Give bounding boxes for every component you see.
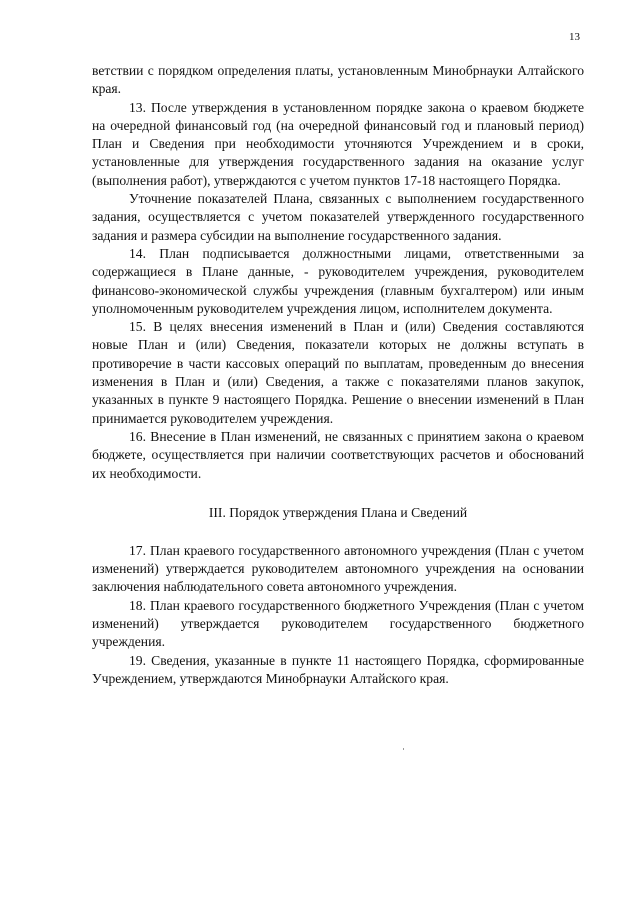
paragraph-17: 17. План краевого государственного автономного учреждения (План с учетом изменений) утверждается руководителем автономного учреждения на основании заключения наблюдательного совета автономного учреждения. <box>92 542 584 595</box>
paragraph-plan-clarification: Уточнение показателей Плана, связанных с выполнением государственного задания, осуществляется с учетом показателей утвержденного государственного задания и размера субсидии на выполнение государственного задания. <box>92 191 584 243</box>
paragraph-14: 14. План подписывается должностными лицами, ответственными за содержащиеся в Плане данные, - руководителем учреждения, руководителем финансово-экономической службы учреждения (главным бухгалтером) или иным уполномоченным руководителем учреждения лицом, исполнителем документа. <box>92 245 584 316</box>
scan-speck <box>403 748 404 750</box>
paragraph-16: 16. Внесение в План изменений, не связанных с принятием закона о краевом бюджете, осуществляется при наличии соответствующих расчетов и обоснований их необходимости. <box>92 428 584 481</box>
page-number: 13 <box>569 31 580 43</box>
paragraph-13: 13. После утверждения в установленном порядке закона о краевом бюджете на очередной финансовый год (на очередной финансовый год и плановый период) План и Сведения при необходимости уточняются Учреждением и в сроки, установленные для утверждения государственного задания на оказание услуг (выполнения работ), утверждаются с учетом пунктов 17-18 настоящего Порядка. <box>92 99 584 188</box>
paragraph-19: 19. Сведения, указанные в пункте 11 настоящего Порядка, сформированные Учреждением, утверждаются Минобрнауки Алтайского края. <box>92 652 584 686</box>
paragraph-15: 15. В целях внесения изменений в План и (или) Сведения составляются новые План и (или) Сведения, показатели которых не должны вступать в противоречие в части кассовых операций по выплатам, проведенным до внесения изменения в План и (или) Сведения, а также с показателями планов закупок, указанных в пункте 9 настоящего Порядка. Решение о внесении изменений в План принимается руководителем учреждения. <box>92 319 584 426</box>
paragraph-18: 18. План краевого государственного бюджетного Учреждения (План с учетом изменений) утверждается руководителем государственного бюджетного учреждения. <box>92 597 584 650</box>
paragraph-continuation: ветствии с порядком определения платы, установленным Минобрнауки Алтайского края. <box>92 63 584 97</box>
section-heading: III. Порядок утверждения Плана и Сведений <box>208 504 468 520</box>
document-body <box>92 62 584 688</box>
